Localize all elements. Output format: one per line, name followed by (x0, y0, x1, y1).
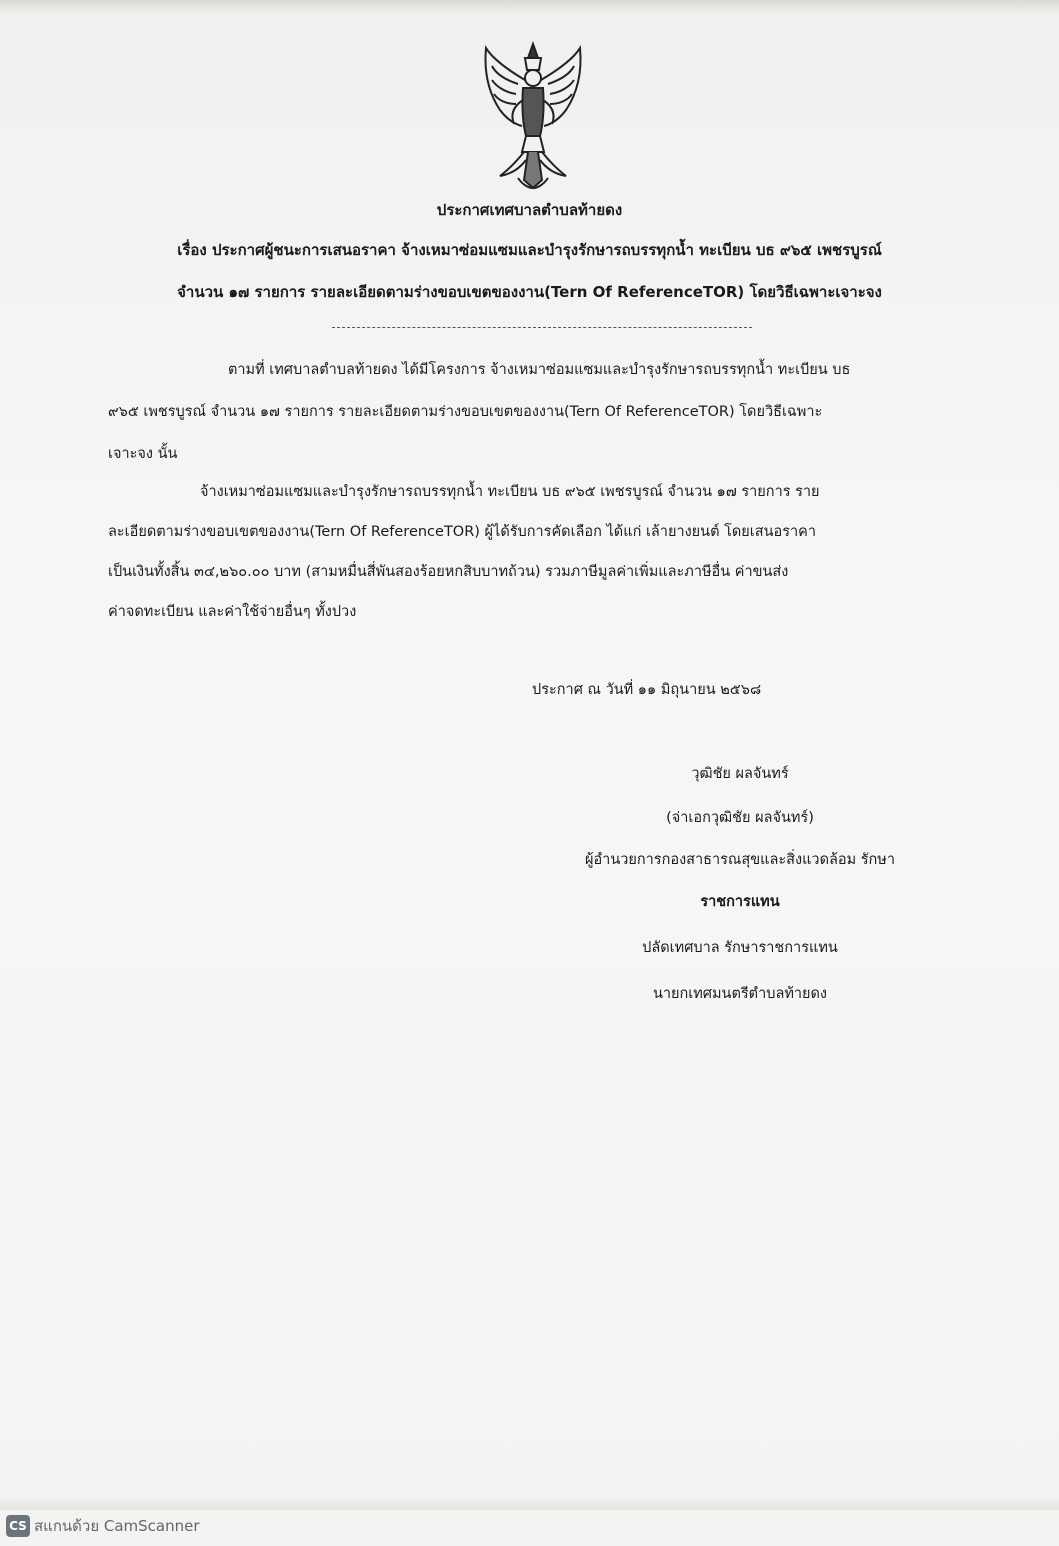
signatory-name: วุฒิชัย ผลจันทร์ (691, 766, 789, 782)
paragraph-2-line-2: ละเอียดตามร่างขอบเขตของงาน(Tern Of ReferenceTOR) ผู้ได้รับการคัดเลือก ได้แก่ เล้ายางยนต์ โดยเสนอราคา (108, 524, 816, 540)
paragraph-2-line-4: ค่าจดทะเบียน และค่าใช้จ่ายอื่นๆ ทั้งปวง (108, 604, 357, 620)
signatory-position-4: นายกเทศมนตรีตำบลท้ายดง (652, 986, 828, 1002)
camscanner-logo-icon: CS (6, 1515, 30, 1537)
paragraph-1-line-2: ๙๖๕ เพชรบูรณ์ จำนวน ๑๗ รายการ รายละเอียดตามร่างขอบเขตของงาน(Tern Of ReferenceTOR) โดยวิธีเฉพาะ (108, 404, 823, 420)
paragraph-1-line-1: ตามที่ เทศบาลตำบลท้ายดง ได้มีโครงการ จ้างเหมาซ่อมแซมและบำรุงรักษารถบรรทุกน้ำ ทะเบียน บธ (228, 362, 851, 378)
signatory-full-name: (จ่าเอกวุฒิชัย ผลจันทร์) (666, 810, 814, 826)
paragraph-1-line-3: เจาะจง นั้น (108, 446, 178, 462)
announcement-date: ประกาศ ณ วันที่ ๑๑ มิถุนายน ๒๕๖๘ (532, 682, 762, 698)
document-title: ประกาศเทศบาลตำบลท้ายดง (436, 201, 623, 219)
dashed-divider (332, 327, 752, 328)
signatory-position-2: ราชการแทน (700, 894, 780, 910)
signatory-position-3: ปลัดเทศบาล รักษาราชการแทน (642, 940, 838, 956)
subject-line-2: จำนวน ๑๗ รายการ รายละเอียดตามร่างขอบเขตของงาน(Tern Of ReferenceTOR) โดยวิธีเฉพาะเจาะจง (177, 283, 882, 301)
garuda-emblem-icon (478, 40, 588, 192)
scan-edge-top (0, 0, 1059, 14)
signatory-position-1: ผู้อำนวยการกองสาธารณสุขและสิ่งแวดล้อม รักษา (584, 852, 896, 868)
paragraph-2-line-1: จ้างเหมาซ่อมแซมและบำรุงรักษารถบรรทุกน้ำ ทะเบียน บธ ๙๖๕ เพชรบูรณ์ จำนวน ๑๗ รายการ ราย (200, 484, 820, 500)
camscanner-text: สแกนด้วย CamScanner (34, 1517, 200, 1535)
paragraph-2-line-3: เป็นเงินทั้งสิ้น ๓๔,๒๖๐.๐๐ บาท (สามหมื่นสี่พันสองร้อยหกสิบบาทถ้วน) รวมภาษีมูลค่าเพิ่มและภาษีอื่น ค่าขนส่ง (108, 564, 789, 580)
subject-line-1: เรื่อง ประกาศผู้ชนะการเสนอราคา จ้างเหมาซ่อมแซมและบำรุงรักษารถบรรทุกน้ำ ทะเบียน บธ ๙๖๕ เพชรบูรณ์ (177, 241, 882, 259)
camscanner-watermark (6, 1514, 200, 1538)
scan-edge-bottom (0, 1496, 1059, 1510)
